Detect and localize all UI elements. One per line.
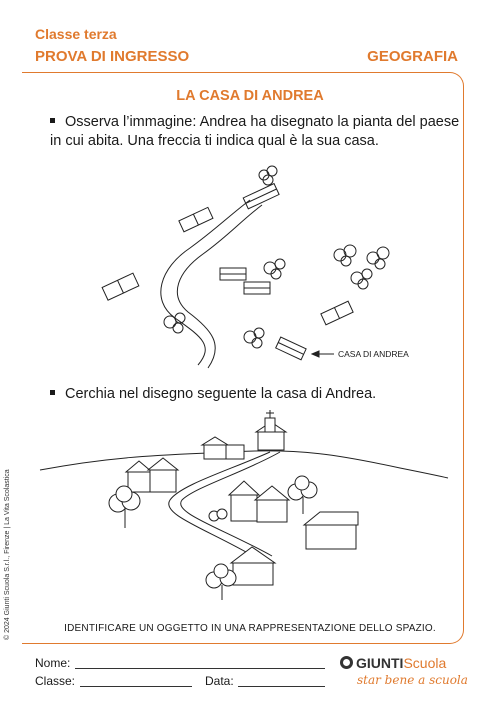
subject-label: GEOGRAFIA — [367, 48, 458, 65]
tree-bottom — [206, 564, 236, 600]
class-label: Classe: — [35, 674, 76, 688]
house-right — [304, 512, 358, 549]
church — [256, 410, 286, 450]
name-field[interactable] — [75, 668, 325, 669]
house-center — [229, 481, 289, 522]
date-field[interactable] — [238, 686, 325, 687]
name-label: Nome: — [35, 656, 71, 670]
instruction-2-text: Cerchia nel disegno seguente la casa di Andrea. — [65, 386, 377, 402]
house-andrea-landscape — [231, 547, 275, 585]
exam-label: PROVA DI INGRESSO — [35, 48, 190, 65]
page-title: LA CASA DI ANDREA — [176, 88, 324, 104]
map-label-casa-andrea: CASA DI ANDREA — [338, 349, 409, 359]
brand-tagline: star bene a scuola — [357, 673, 468, 687]
logo-g-icon — [340, 656, 353, 669]
house-top-left — [202, 437, 244, 459]
learning-objective: IDENTIFICARE UN OGGETTO IN UNA RAPPRESENTAZIONE DELLO SPAZIO. — [64, 623, 436, 634]
class-field[interactable] — [80, 686, 192, 687]
brand-name: GIUNTI — [356, 655, 404, 671]
bush-small — [209, 509, 227, 521]
tree-right — [288, 476, 317, 514]
grade-label: Classe terza — [35, 26, 117, 42]
instruction-1-text: Osserva l’immagine: Andrea ha disegnato la pianta del paese in cui abita. Una freccia ti indica qual è la sua casa. — [50, 114, 460, 149]
house-left — [126, 458, 178, 492]
copyright-credit: © 2024 Giunti Scuola S.r.l., Firenze | La Vita Scolastica — [4, 469, 11, 640]
brand-sub: Scuola — [403, 655, 447, 671]
date-label: Data: — [205, 674, 234, 688]
brand-logo — [340, 655, 446, 671]
